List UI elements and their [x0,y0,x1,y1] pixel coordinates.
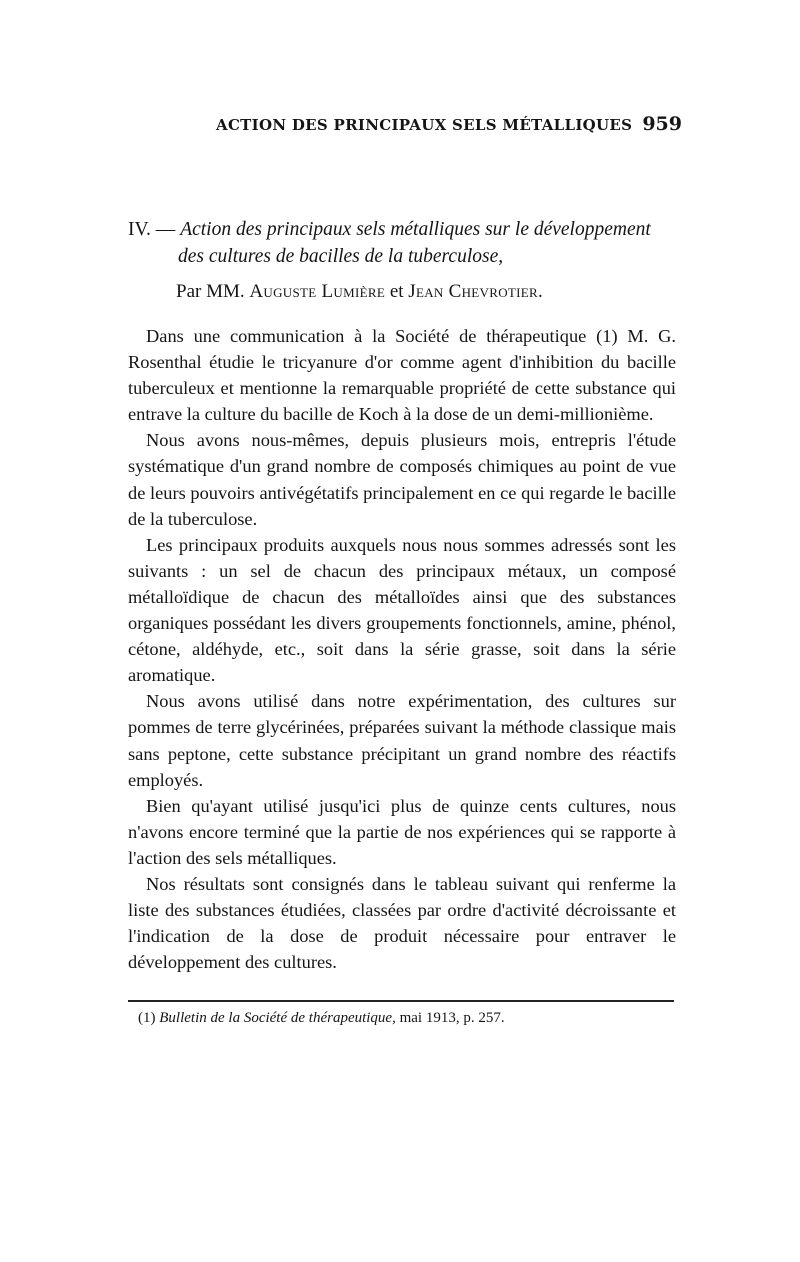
paragraph: Dans une communication à la Société de thérapeutique (1) M. G. Rosenthal étudie le tricyanure d'or comme agent d'inhibition du bacille tuberculeux et mentionne la remarquable propriété de cette substance qui entrave la culture du bacille de Koch à la dose de un demi-millionième. [128,326,676,425]
footnote-marker: (1) [138,1010,156,1026]
byline-prefix: Par MM. [176,281,245,302]
title-text-line-1: Action des principaux sels métalliques sur le développement [180,219,651,240]
byline-conjunction: et [389,281,404,302]
paragraph: Les principaux produits auxquels nous nous sommes adressés sont les suivants : un sel de chacun des principaux métaux, un composé métalloïdique de chacun des métalloïdes ainsi que des substances organiques possédant les divers groupements fonctionnels, amine, phénol, cétone, aldéhyde, etc., soit dans la série grasse, soit dans la série aromatique. [128,534,676,686]
page-number: 959 [642,113,682,135]
section-numeral: IV. — [128,219,176,240]
paragraph: Bien qu'ayant utilisé jusqu'ici plus de quinze cents cultures, nous n'avons encore terminé que la partie de nos expériences qui se rapporte à l'action des sels métalliques. [128,795,676,868]
footnote [138,1010,505,1027]
running-head [128,113,682,140]
paragraph: Nos résultats sont consignés dans le tableau suivant qui renferme la liste des substances étudiées, classées par ordre d'activité décroissante et l'indication de la dose de produit nécessaire pour entraver le développement des cultures. [128,873,676,973]
author-chevrotier: Jean Chevrotier. [408,281,544,302]
author-lumiere: Auguste Lumière [249,281,386,302]
article-title-line-1 [128,216,682,243]
footnote-source: Bulletin de la Société de thérapeutique, [159,1010,396,1026]
byline [176,281,543,303]
running-title: ACTION DES PRINCIPAUX SELS MÉTALLIQUES [216,116,633,134]
title-text-line-2: des cultures de bacilles de la tuberculose, [178,246,504,267]
article-body [128,323,676,975]
paragraph: Nous avons utilisé dans notre expérimentation, des cultures sur pommes de terre glycérinées, préparées suivant la méthode classique mais sans peptone, cette substance précipitant un grand nombre des réactifs employés. [128,691,676,790]
article-title [128,216,682,270]
footnote-divider [128,1000,674,1002]
footnote-citation: mai 1913, p. 257. [399,1010,505,1026]
paragraph: Nous avons nous-mêmes, depuis plusieurs mois, entrepris l'étude systématique d'un grand nombre de composés chimiques au point de vue de leurs pouvoirs antivégétatifs principalement en ce qui regarde le bacille de la tuberculose. [128,430,676,529]
